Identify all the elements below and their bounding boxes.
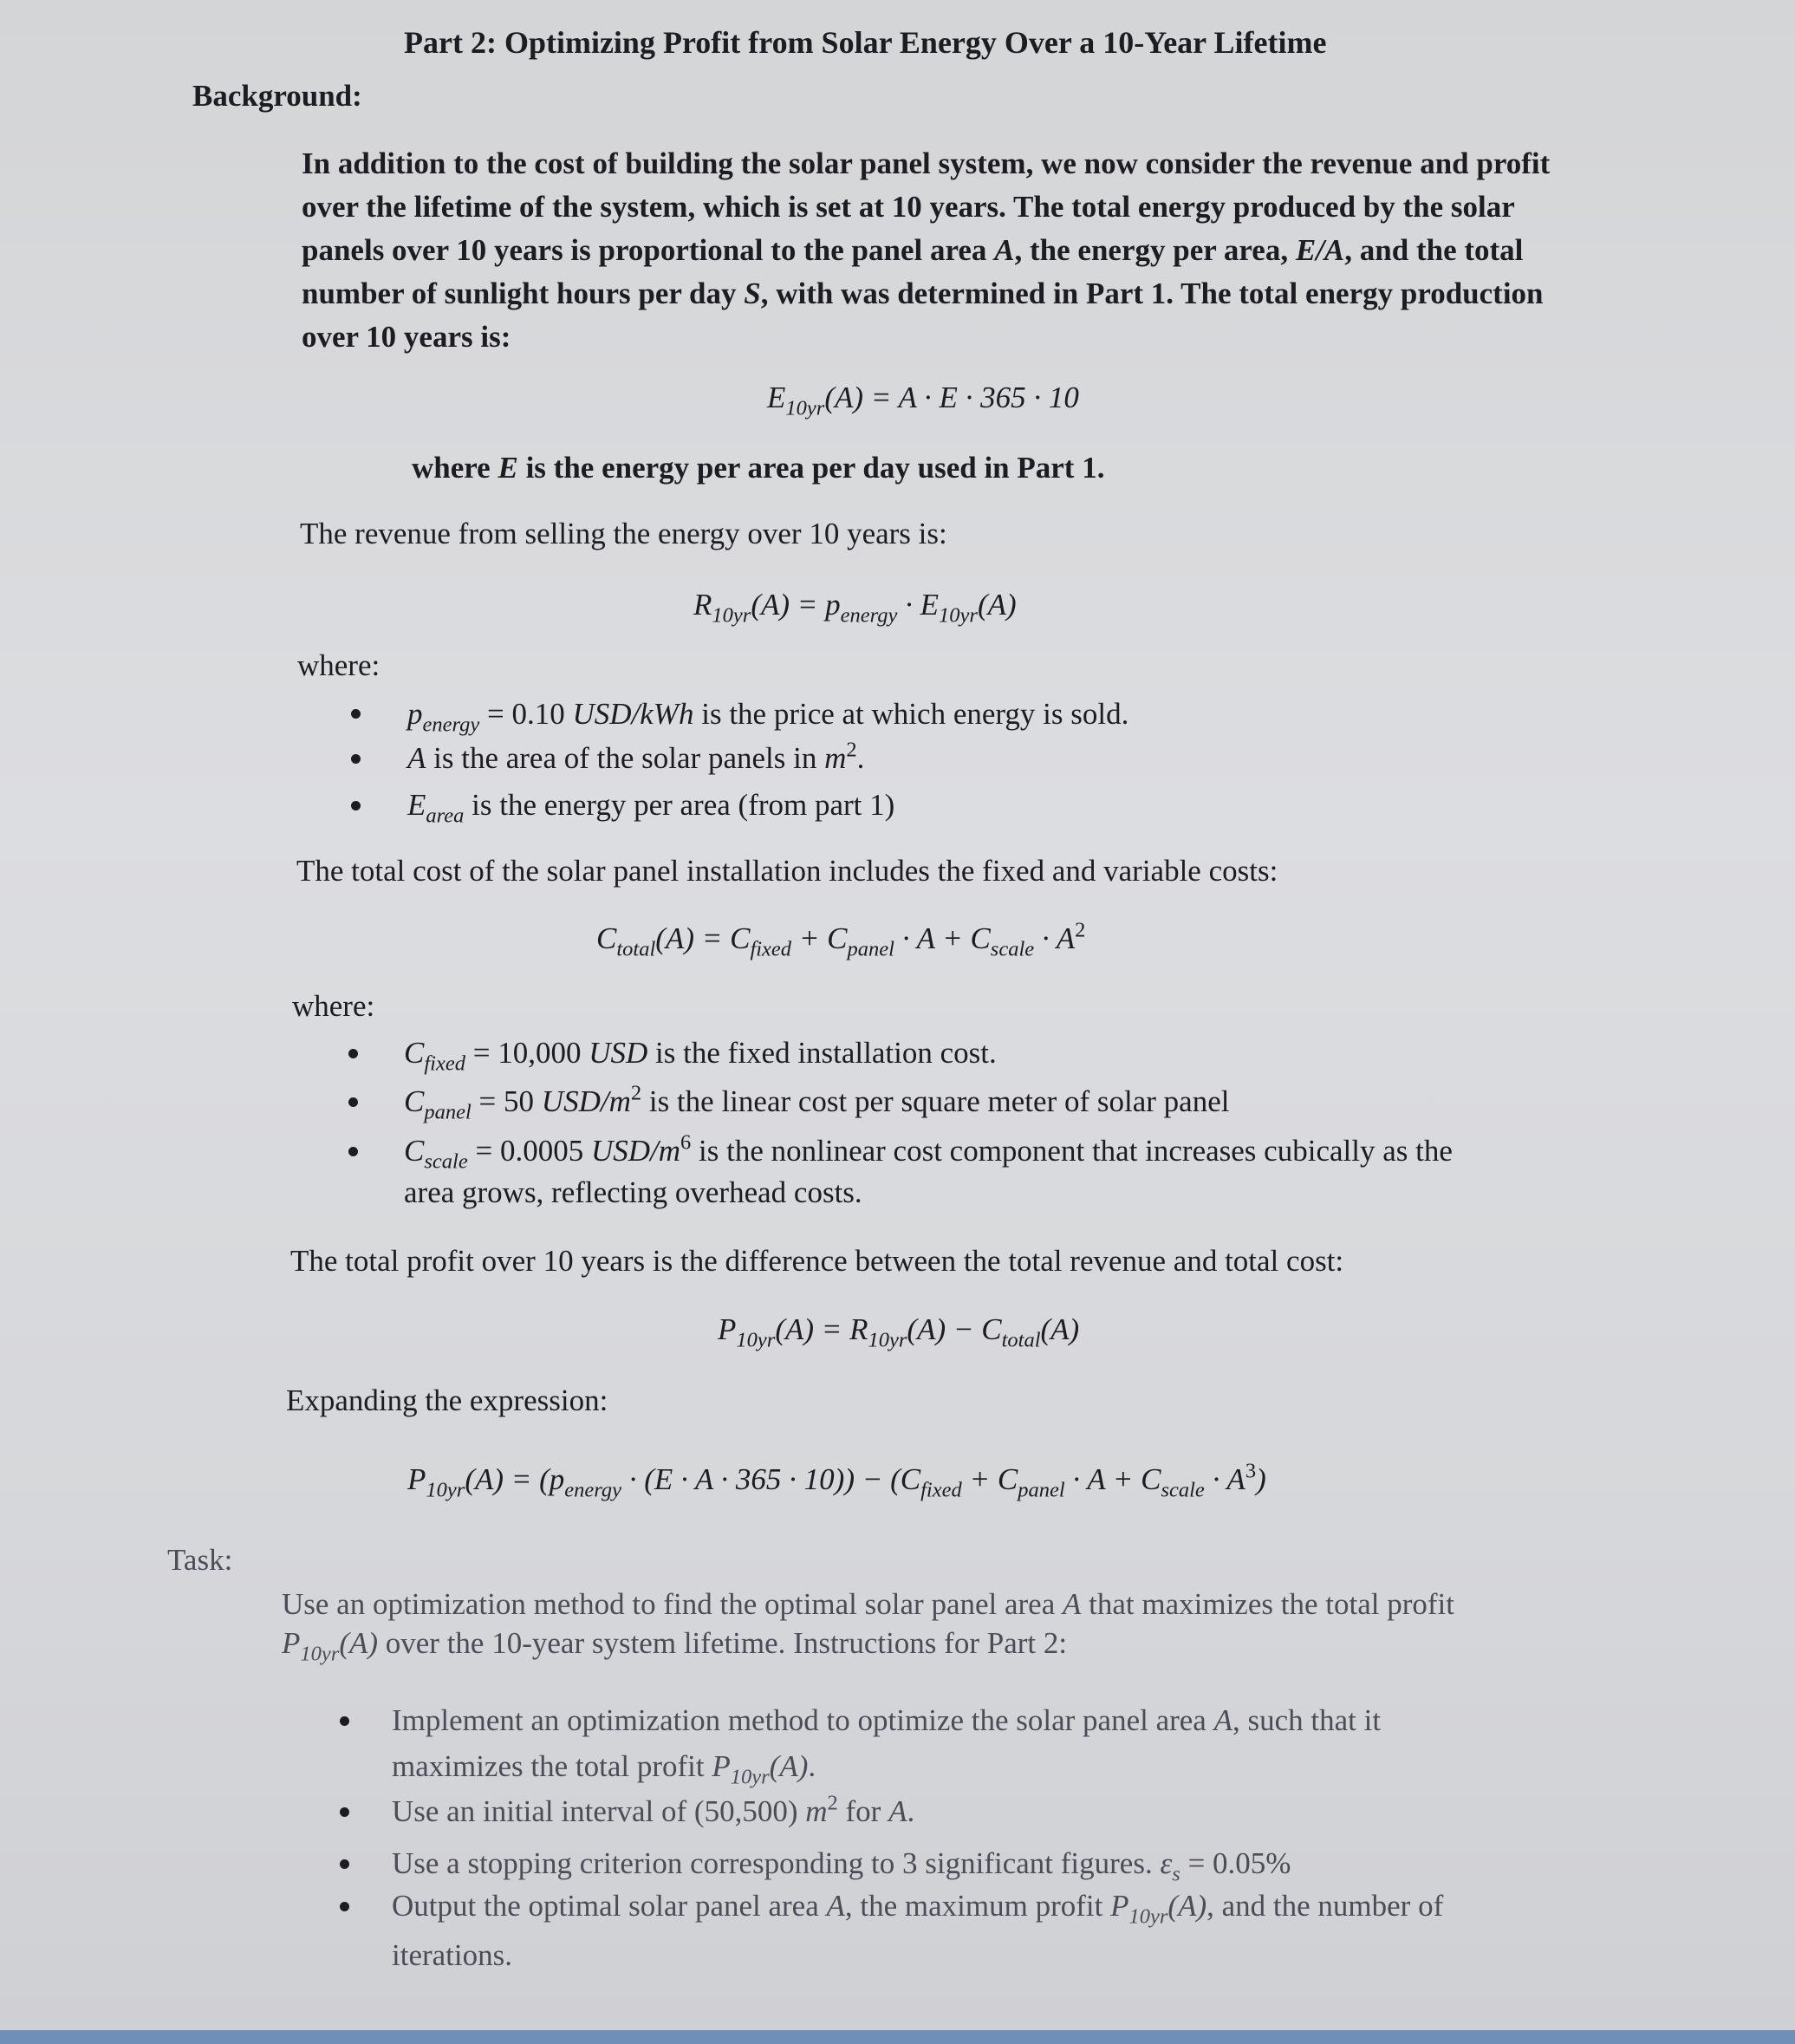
text-run: Use an optimization method to find the optimal solar panel area (282, 1587, 1063, 1621)
text-run: . (856, 741, 865, 775)
text-run: E (767, 381, 786, 414)
bullet-icon (348, 1097, 358, 1107)
cost-intro (296, 849, 1278, 893)
text-run: · (E · A · 365 · 10)) − (C (621, 1462, 921, 1496)
profit-equation (718, 1308, 1079, 1351)
list-item (392, 1885, 1443, 1928)
background-label: Background: (192, 79, 362, 113)
list-item (407, 737, 864, 780)
text-run: = 50 (471, 1084, 542, 1118)
text-run: In addition to the cost of building the solar panel system, we now consider the revenue and profit (302, 146, 1551, 180)
text-run: E (498, 451, 518, 485)
text-run: energy (564, 1478, 622, 1502)
text-run: . (907, 1794, 915, 1828)
text-run: that maximizes the total profit (1081, 1587, 1454, 1621)
list-item (407, 693, 1128, 736)
text-run: is the fixed installation cost. (647, 1036, 997, 1070)
list-item (392, 1699, 1381, 1742)
text-run: , such that it (1232, 1703, 1382, 1737)
list-item (407, 784, 894, 827)
text-run: P (282, 1626, 301, 1660)
text-run: A (994, 233, 1015, 267)
text-run: panel (847, 937, 894, 961)
text-run: p (407, 697, 423, 731)
text-run: E/A (1295, 233, 1345, 267)
text-run: P (718, 1312, 737, 1346)
text-run: 2 (846, 738, 857, 762)
text-run: . (808, 1749, 816, 1783)
text-run: = 0.05% (1180, 1846, 1291, 1880)
text-run: USD/kWh (572, 697, 694, 731)
text-run: m (805, 1794, 828, 1828)
page-title: Part 2: Optimizing Profit from Solar Energy Over a 10-Year Lifetime (404, 25, 1327, 60)
text-run: · E (897, 588, 940, 622)
text-run: 10yr (868, 1328, 907, 1352)
text-run: C (596, 921, 617, 955)
list-item-continuation (392, 1745, 816, 1788)
list-item (392, 1842, 1291, 1885)
text-run: The total cost of the solar panel installation includes the fixed and variable costs: (296, 854, 1278, 888)
text-run: = 0.0005 (467, 1134, 591, 1168)
text-run: A (826, 1889, 845, 1923)
revenue-equation (693, 583, 1017, 627)
text-run: The revenue from selling the energy over 10 years is: (300, 517, 947, 550)
text-run: (A) = p (751, 588, 841, 622)
text-run: scale (990, 937, 1035, 961)
intro-line (302, 142, 1550, 186)
text-run: USD/m (590, 1134, 681, 1168)
list-item-continuation (404, 1171, 862, 1214)
intro-line (302, 316, 1550, 359)
text-run: , and the total (1344, 233, 1524, 267)
text-run: 6 (680, 1130, 692, 1155)
text-run: C (404, 1036, 425, 1070)
text-run: R (693, 588, 712, 622)
where-label: where: (297, 648, 380, 682)
bullet-icon (348, 1049, 358, 1058)
list-item (404, 1129, 1453, 1173)
text-run: , and the number of (1206, 1889, 1444, 1923)
revenue-intro (300, 512, 947, 556)
text-run: (A) (977, 588, 1017, 622)
energy-equation (767, 376, 1079, 420)
expanded-profit-equation (407, 1458, 1266, 1501)
text-run: area (426, 804, 465, 828)
text-run: ) (1256, 1462, 1266, 1496)
list-item (404, 1080, 1229, 1123)
text-run: · A + C (894, 921, 991, 955)
text-run: 10yr (939, 603, 978, 628)
text-run: iterations. (392, 1938, 512, 1972)
text-run: 10yr (785, 396, 825, 420)
text-run: ε (1160, 1846, 1173, 1880)
bullet-icon (351, 709, 361, 719)
text-run: 10yr (1128, 1904, 1168, 1929)
task-line (282, 1622, 1067, 1665)
expanding-label (286, 1379, 608, 1422)
text-run: (A) = R (775, 1312, 868, 1346)
where-label: where: (292, 989, 375, 1023)
bullet-icon (351, 754, 361, 764)
text-run: energy (840, 603, 898, 628)
text-run: E (407, 788, 426, 822)
text-run: , the energy per area, (1014, 233, 1296, 267)
text-run: , the maximum profit (844, 1889, 1111, 1923)
text-run: USD (589, 1036, 648, 1070)
text-run: is the area of the solar panels in (426, 741, 825, 775)
text-run: fixed (920, 1478, 962, 1502)
text-run: 10yr (712, 603, 751, 628)
text-run: = 10,000 (465, 1036, 589, 1070)
text-run: scale (424, 1149, 468, 1174)
task-label: Task: (167, 1543, 233, 1577)
bullet-icon (340, 1859, 349, 1869)
text-run: 3 (1245, 1459, 1257, 1483)
text-run: panel (1018, 1478, 1065, 1502)
text-run: (A) = A · E · 365 · 10 (824, 381, 1079, 414)
text-run: A (407, 741, 426, 775)
text-run: , with was determined in Part 1. The total energy production (760, 277, 1544, 310)
text-run: is the energy per area (from part 1) (464, 788, 895, 822)
text-run: P (712, 1749, 731, 1783)
text-run: + C (791, 921, 848, 955)
intro-paragraph (302, 142, 1550, 359)
text-run: 2 (630, 1081, 642, 1105)
text-run: maximizes the total profit (392, 1749, 712, 1783)
text-run: 10yr (426, 1478, 465, 1502)
profit-intro (290, 1240, 1343, 1283)
text-run: A (1063, 1587, 1082, 1621)
text-run: over 10 years is: (302, 320, 511, 354)
text-run: Use an initial interval of (50,500) (392, 1794, 806, 1828)
bullet-icon (351, 801, 361, 810)
text-run: 2 (1075, 918, 1086, 942)
text-run: C (404, 1084, 425, 1118)
text-run: Expanding the expression: (286, 1383, 608, 1417)
text-run: fixed (750, 937, 792, 961)
text-run: (A) (769, 1749, 809, 1783)
text-run: Output the optimal solar panel area (392, 1889, 827, 1923)
list-item (392, 1790, 914, 1833)
text-run: Use a stopping criterion corresponding to 3 significant figures. (392, 1846, 1161, 1880)
text-run: area grows, reflecting overhead costs. (404, 1175, 862, 1209)
screen-bottom-edge (0, 2030, 1795, 2044)
text-run: (A) − C (907, 1312, 1002, 1346)
text-run: 10yr (730, 1765, 770, 1789)
bullet-icon (340, 1716, 349, 1726)
text-run: C (404, 1134, 425, 1168)
text-run: + C (961, 1462, 1018, 1496)
text-run: m (824, 741, 847, 775)
text-run: where (412, 451, 498, 485)
text-run: is the nonlinear cost component that increases cubically as the (691, 1134, 1453, 1168)
intro-line (302, 229, 1550, 272)
list-item-continuation (392, 1934, 512, 1977)
cost-equation (596, 917, 1085, 960)
text-run: (A) (1167, 1889, 1207, 1923)
text-run: P (1110, 1889, 1129, 1923)
text-run: A (1213, 1703, 1232, 1737)
bullet-icon (340, 1807, 349, 1817)
text-run: for (837, 1794, 889, 1828)
text-run: The total profit over 10 years is the difference between the total revenue and total cost: (290, 1244, 1344, 1278)
intro-line (302, 186, 1550, 229)
text-run: is the linear cost per square meter of solar panel (641, 1084, 1230, 1118)
text-run: 10yr (736, 1328, 776, 1352)
text-run: is the price at which energy is sold. (693, 697, 1129, 731)
text-run: (A) = (p (465, 1462, 565, 1496)
text-run: scale (1161, 1478, 1205, 1502)
text-run: is the energy per area per day used in Part 1. (517, 451, 1105, 485)
text-run: 10yr (300, 1642, 340, 1666)
where-e-note (412, 446, 1104, 490)
text-run: over the 10-year system lifetime. Instructions for Part 2: (378, 1626, 1068, 1660)
text-run: 2 (827, 1791, 838, 1815)
text-run: A (888, 1794, 907, 1828)
text-run: · A (1204, 1462, 1245, 1496)
bullet-icon (340, 1902, 349, 1911)
intro-line (302, 272, 1550, 316)
text-run: USD/m (541, 1084, 631, 1118)
text-run: over the lifetime of the system, which is set at 10 years. The total energy produced by the solar (302, 190, 1515, 224)
text-run: Implement an optimization method to optimize the solar panel area (392, 1703, 1214, 1737)
task-line (282, 1583, 1454, 1626)
text-run: (A) (1040, 1312, 1080, 1346)
text-run: · A (1034, 921, 1076, 955)
text-run: (A) = C (655, 921, 751, 955)
text-run: · A + C (1064, 1462, 1161, 1496)
list-item (404, 1032, 997, 1075)
text-run: S (744, 277, 761, 310)
text-run: total (616, 937, 656, 961)
bullet-icon (348, 1147, 358, 1156)
text-run: total (1001, 1328, 1041, 1352)
text-run: (A) (339, 1626, 379, 1660)
text-run: panel (424, 1100, 472, 1124)
text-run: s (1172, 1862, 1180, 1886)
text-run: energy (422, 713, 480, 737)
text-run: = 0.10 (479, 697, 573, 731)
text-run: fixed (424, 1051, 465, 1076)
text-run: P (407, 1462, 426, 1496)
text-run: number of sunlight hours per day (302, 277, 745, 310)
text-run: panels over 10 years is proportional to the panel area (302, 233, 995, 267)
